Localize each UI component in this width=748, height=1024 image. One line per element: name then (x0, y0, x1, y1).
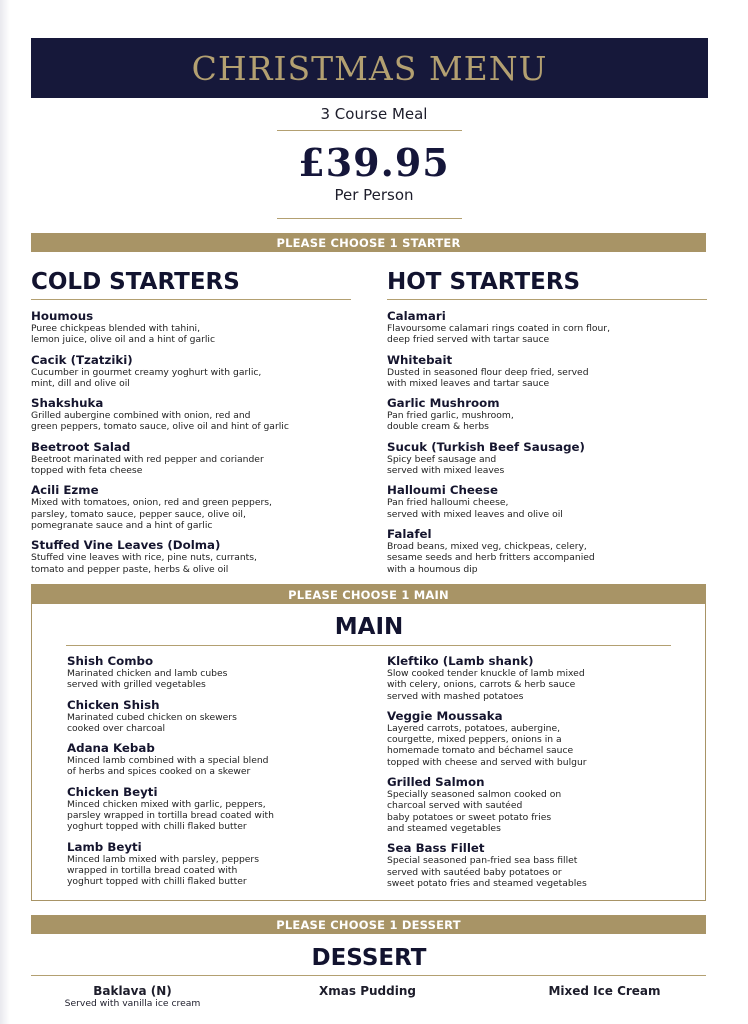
menu-item-name: Sea Bass Fillet (387, 841, 485, 856)
menu-item (387, 483, 717, 520)
menu-item-desc: Minced lamb mixed with parsley, peppers wrapped in tortilla bread coated with yoghurt topped with chilli flaked butter (67, 853, 259, 888)
menu-item (387, 309, 717, 346)
menu-item-desc: Specially seasoned salmon cooked on charcoal served with sautéed baby potatoes or sweet potato fries and steamed vegetables (387, 789, 562, 834)
menu-item-name: Beetroot Salad (31, 439, 131, 454)
menu-item (31, 538, 361, 575)
menu-item-name: Cacik (Tzatziki) (31, 352, 133, 367)
menu-item-desc: Layered carrots, potatoes, aubergine, courgette, mixed peppers, onions in a homemade tomato and béchamel sauce topped with cheese and served with bulgur (387, 722, 587, 768)
menu-item-name: Adana Kebab (67, 741, 155, 756)
menu-item-name: Falafel (387, 526, 432, 541)
menu-item (387, 440, 717, 477)
title-banner (31, 38, 708, 98)
dessert-name: Mixed Ice Cream (548, 984, 661, 998)
menu-item-desc: Beetroot marinated with red pepper and coriander topped with feta cheese (31, 453, 264, 477)
dessert-item (50, 984, 215, 1009)
main-left-list (67, 654, 367, 895)
menu-item-name: Grilled Salmon (387, 775, 485, 790)
dessert-desc: Served with vanilla ice cream (64, 998, 201, 1009)
course-label: 3 Course Meal (320, 105, 428, 123)
main-heading: MAIN (334, 614, 404, 640)
menu-item (67, 741, 367, 778)
menu-item-name: Chicken Shish (67, 697, 160, 712)
hot-starters-list (387, 309, 717, 582)
menu-item-name: Houmous (31, 309, 94, 323)
menu-item-desc: Broad beans, mixed veg, chickpeas, celery, sesame seeds and herb fritters accompanied with a houmous dip (387, 540, 595, 575)
menu-item-name: Stuffed Vine Leaves (Dolma) (31, 538, 221, 553)
menu-item (387, 841, 687, 889)
menu-item-name: Kleftiko (Lamb shank) (387, 654, 534, 668)
menu-item (67, 840, 367, 888)
cold-starters-heading: COLD STARTERS (31, 269, 240, 295)
menu-item (31, 396, 361, 433)
divider (31, 975, 706, 976)
menu-item-desc: Pan fried garlic, mushroom, double cream & herbs (387, 410, 514, 433)
menu-item-name: Acili Ezme (31, 483, 99, 498)
menu-item-desc: Pan fried halloumi cheese, served with mixed leaves and olive oil (387, 497, 563, 520)
menu-item (67, 698, 367, 735)
menu-item (387, 527, 717, 575)
menu-item-name: Calamari (387, 309, 446, 323)
menu-item-desc: Mixed with tomatoes, onion, red and green peppers, parsley, tomato sauce, pepper sauce, olive oil, pomegranate sauce and a hint of garlic (31, 497, 272, 531)
menu-item-desc: Spicy beef sausage and served with mixed leaves (387, 453, 505, 477)
menu-item-name: Lamb Beyti (67, 839, 142, 854)
menu-item-desc: Dusted in seasoned flour deep fried, served with mixed leaves and tartar sauce (387, 366, 589, 389)
hot-starters-heading: HOT STARTERS (387, 269, 581, 295)
menu-item-name: Halloumi Cheese (387, 483, 498, 498)
menu-item-name: Garlic Mushroom (387, 396, 500, 411)
menu-item-desc: Marinated cubed chicken on skewers cooked over charcoal (67, 711, 237, 734)
menu-item-desc: Cucumber in gourmet creamy yoghurt with garlic, mint, dill and olive oil (31, 366, 262, 389)
divider (387, 299, 707, 300)
menu-item-name: Shish Combo (67, 654, 154, 668)
menu-item-name: Veggie Moussaka (387, 708, 503, 723)
menu-item (31, 309, 361, 346)
dessert-item (522, 984, 687, 998)
dessert-item (285, 984, 450, 998)
menu-item-desc: Minced lamb combined with a special blend of herbs and spices cooked on a skewer (67, 755, 269, 778)
menu-title: CHRISTMAS MENU (191, 48, 548, 88)
main-band: PLEASE CHOOSE 1 MAIN (31, 585, 706, 604)
menu-item (387, 396, 717, 433)
menu-item (387, 654, 687, 702)
menu-item-desc: Flavoursome calamari rings coated in corn flour, deep fried served with tartar sauce (387, 323, 611, 346)
menu-item-name: Whitebait (387, 352, 453, 367)
menu-item-desc: Puree chickpeas blended with tahini, lemon juice, olive oil and a hint of garlic (31, 323, 216, 346)
dessert-name: Xmas Pudding (319, 984, 416, 998)
menu-item-desc: Marinated chicken and lamb cubes served with grilled vegetables (67, 668, 228, 691)
divider (66, 645, 671, 646)
menu-item-desc: Special seasoned pan-fried sea bass fillet served with sautéed baby potatoes or sweet potato fries and steamed vegetables (387, 855, 587, 889)
menu-item (387, 353, 717, 390)
menu-item (387, 709, 687, 768)
divider (277, 130, 462, 131)
menu-item-desc: Stuffed vine leaves with rice, pine nuts, currants, tomato and pepper paste, herbs & olive oil (31, 552, 257, 575)
divider (277, 218, 462, 219)
menu-item (387, 775, 687, 834)
menu-item-name: Sucuk (Turkish Beef Sausage) (387, 439, 585, 454)
menu-item-desc: Minced chicken mixed with garlic, peppers, parsley wrapped in tortilla bread coated with yoghurt topped with chilli flaked butter (67, 798, 274, 833)
menu-item-name: Shakshuka (31, 396, 104, 411)
dessert-heading: DESSERT (311, 945, 427, 971)
menu-item (67, 654, 367, 691)
dessert-name: Baklava (N) (93, 984, 172, 998)
divider (31, 299, 351, 300)
per-person-label: Per Person (334, 186, 414, 204)
dessert-band: PLEASE CHOOSE 1 DESSERT (31, 915, 706, 934)
starter-band: PLEASE CHOOSE 1 STARTER (31, 233, 706, 252)
menu-item-desc: Grilled aubergine combined with onion, red and green peppers, tomato sauce, olive oil and hint of garlic (31, 410, 289, 433)
main-right-list (387, 654, 687, 896)
menu-item (31, 440, 361, 477)
menu-item-name: Chicken Beyti (67, 784, 158, 799)
menu-item-desc: Slow cooked tender knuckle of lamb mixed with celery, onions, carrots & herb sauce served with mashed potatoes (387, 668, 585, 702)
menu-item (31, 483, 361, 531)
price: £39.95 (298, 140, 450, 185)
menu-item (31, 353, 361, 390)
cold-starters-list (31, 309, 361, 582)
menu-item (67, 785, 367, 833)
